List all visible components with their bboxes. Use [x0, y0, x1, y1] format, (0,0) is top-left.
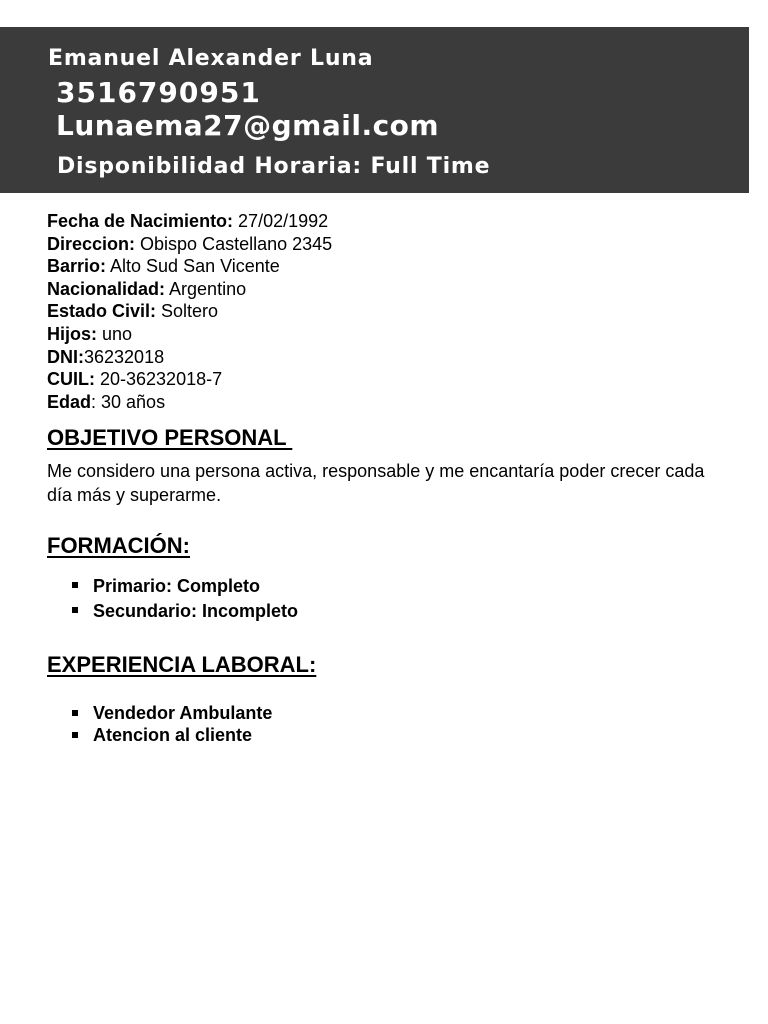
info-row-nationality [47, 278, 332, 301]
experience-list [72, 702, 272, 746]
list-item [72, 724, 272, 746]
experience-heading: EXPERIENCIA LABORAL: [47, 652, 317, 677]
info-row-neighborhood [47, 255, 332, 278]
email-address: Lunaema27@gmail.com [56, 109, 440, 142]
square-bullet-icon [72, 582, 78, 588]
info-label: DNI: [47, 346, 84, 367]
info-label: Barrio: [47, 256, 107, 277]
list-item-text: Vendedor Ambulante [93, 703, 273, 723]
education-heading: FORMACIÓN: [47, 533, 190, 558]
list-item [72, 574, 298, 599]
candidate-name: Emanuel Alexander Luna [48, 46, 374, 71]
objective-text: Me considero una persona activa, responsable y me encantaría poder crecer cada día más y superarme. [47, 461, 705, 505]
personal-info [47, 210, 332, 413]
list-item-text: Primario: Completo [93, 576, 261, 596]
info-value: Alto Sud San Vicente [106, 256, 280, 277]
info-row-cuil [47, 368, 332, 391]
info-value: Soltero [156, 301, 219, 322]
info-value: 36232018 [84, 346, 165, 367]
list-item-text: Atencion al cliente [93, 725, 253, 745]
info-row-children [47, 323, 332, 346]
list-item-text: Secundario: Incompleto [93, 601, 299, 621]
info-value: uno [97, 323, 133, 344]
availability: Disponibilidad Horaria: Full Time [57, 154, 491, 179]
list-item [72, 599, 298, 624]
list-item [72, 702, 272, 724]
info-value: Argentino [165, 278, 247, 299]
info-label: Estado Civil: [47, 301, 157, 322]
info-label: Fecha de Nacimiento: [47, 211, 234, 231]
phone-number: 3516790951 [56, 76, 261, 109]
info-label: Hijos: [47, 323, 98, 344]
info-row-address [47, 233, 332, 256]
info-label: Edad [47, 391, 92, 412]
info-row-age [47, 391, 332, 414]
info-row-marital-status [47, 300, 332, 323]
info-value: Obispo Castellano 2345 [135, 233, 333, 254]
square-bullet-icon [72, 607, 78, 613]
info-value: 20-36232018-7 [95, 369, 223, 390]
education-list [72, 574, 298, 624]
info-value: : 30 años [91, 391, 166, 412]
info-row-dni [47, 346, 332, 369]
info-label: CUIL: [47, 369, 95, 390]
info-label: Direccion: [47, 233, 136, 254]
objective-heading: OBJETIVO PERSONAL [47, 425, 293, 450]
info-label: Nacionalidad: [47, 278, 166, 299]
header-banner [0, 27, 749, 193]
square-bullet-icon [72, 710, 78, 716]
info-row-birthdate [47, 210, 332, 233]
square-bullet-icon [72, 732, 78, 738]
info-value: 27/02/1992 [233, 211, 329, 231]
